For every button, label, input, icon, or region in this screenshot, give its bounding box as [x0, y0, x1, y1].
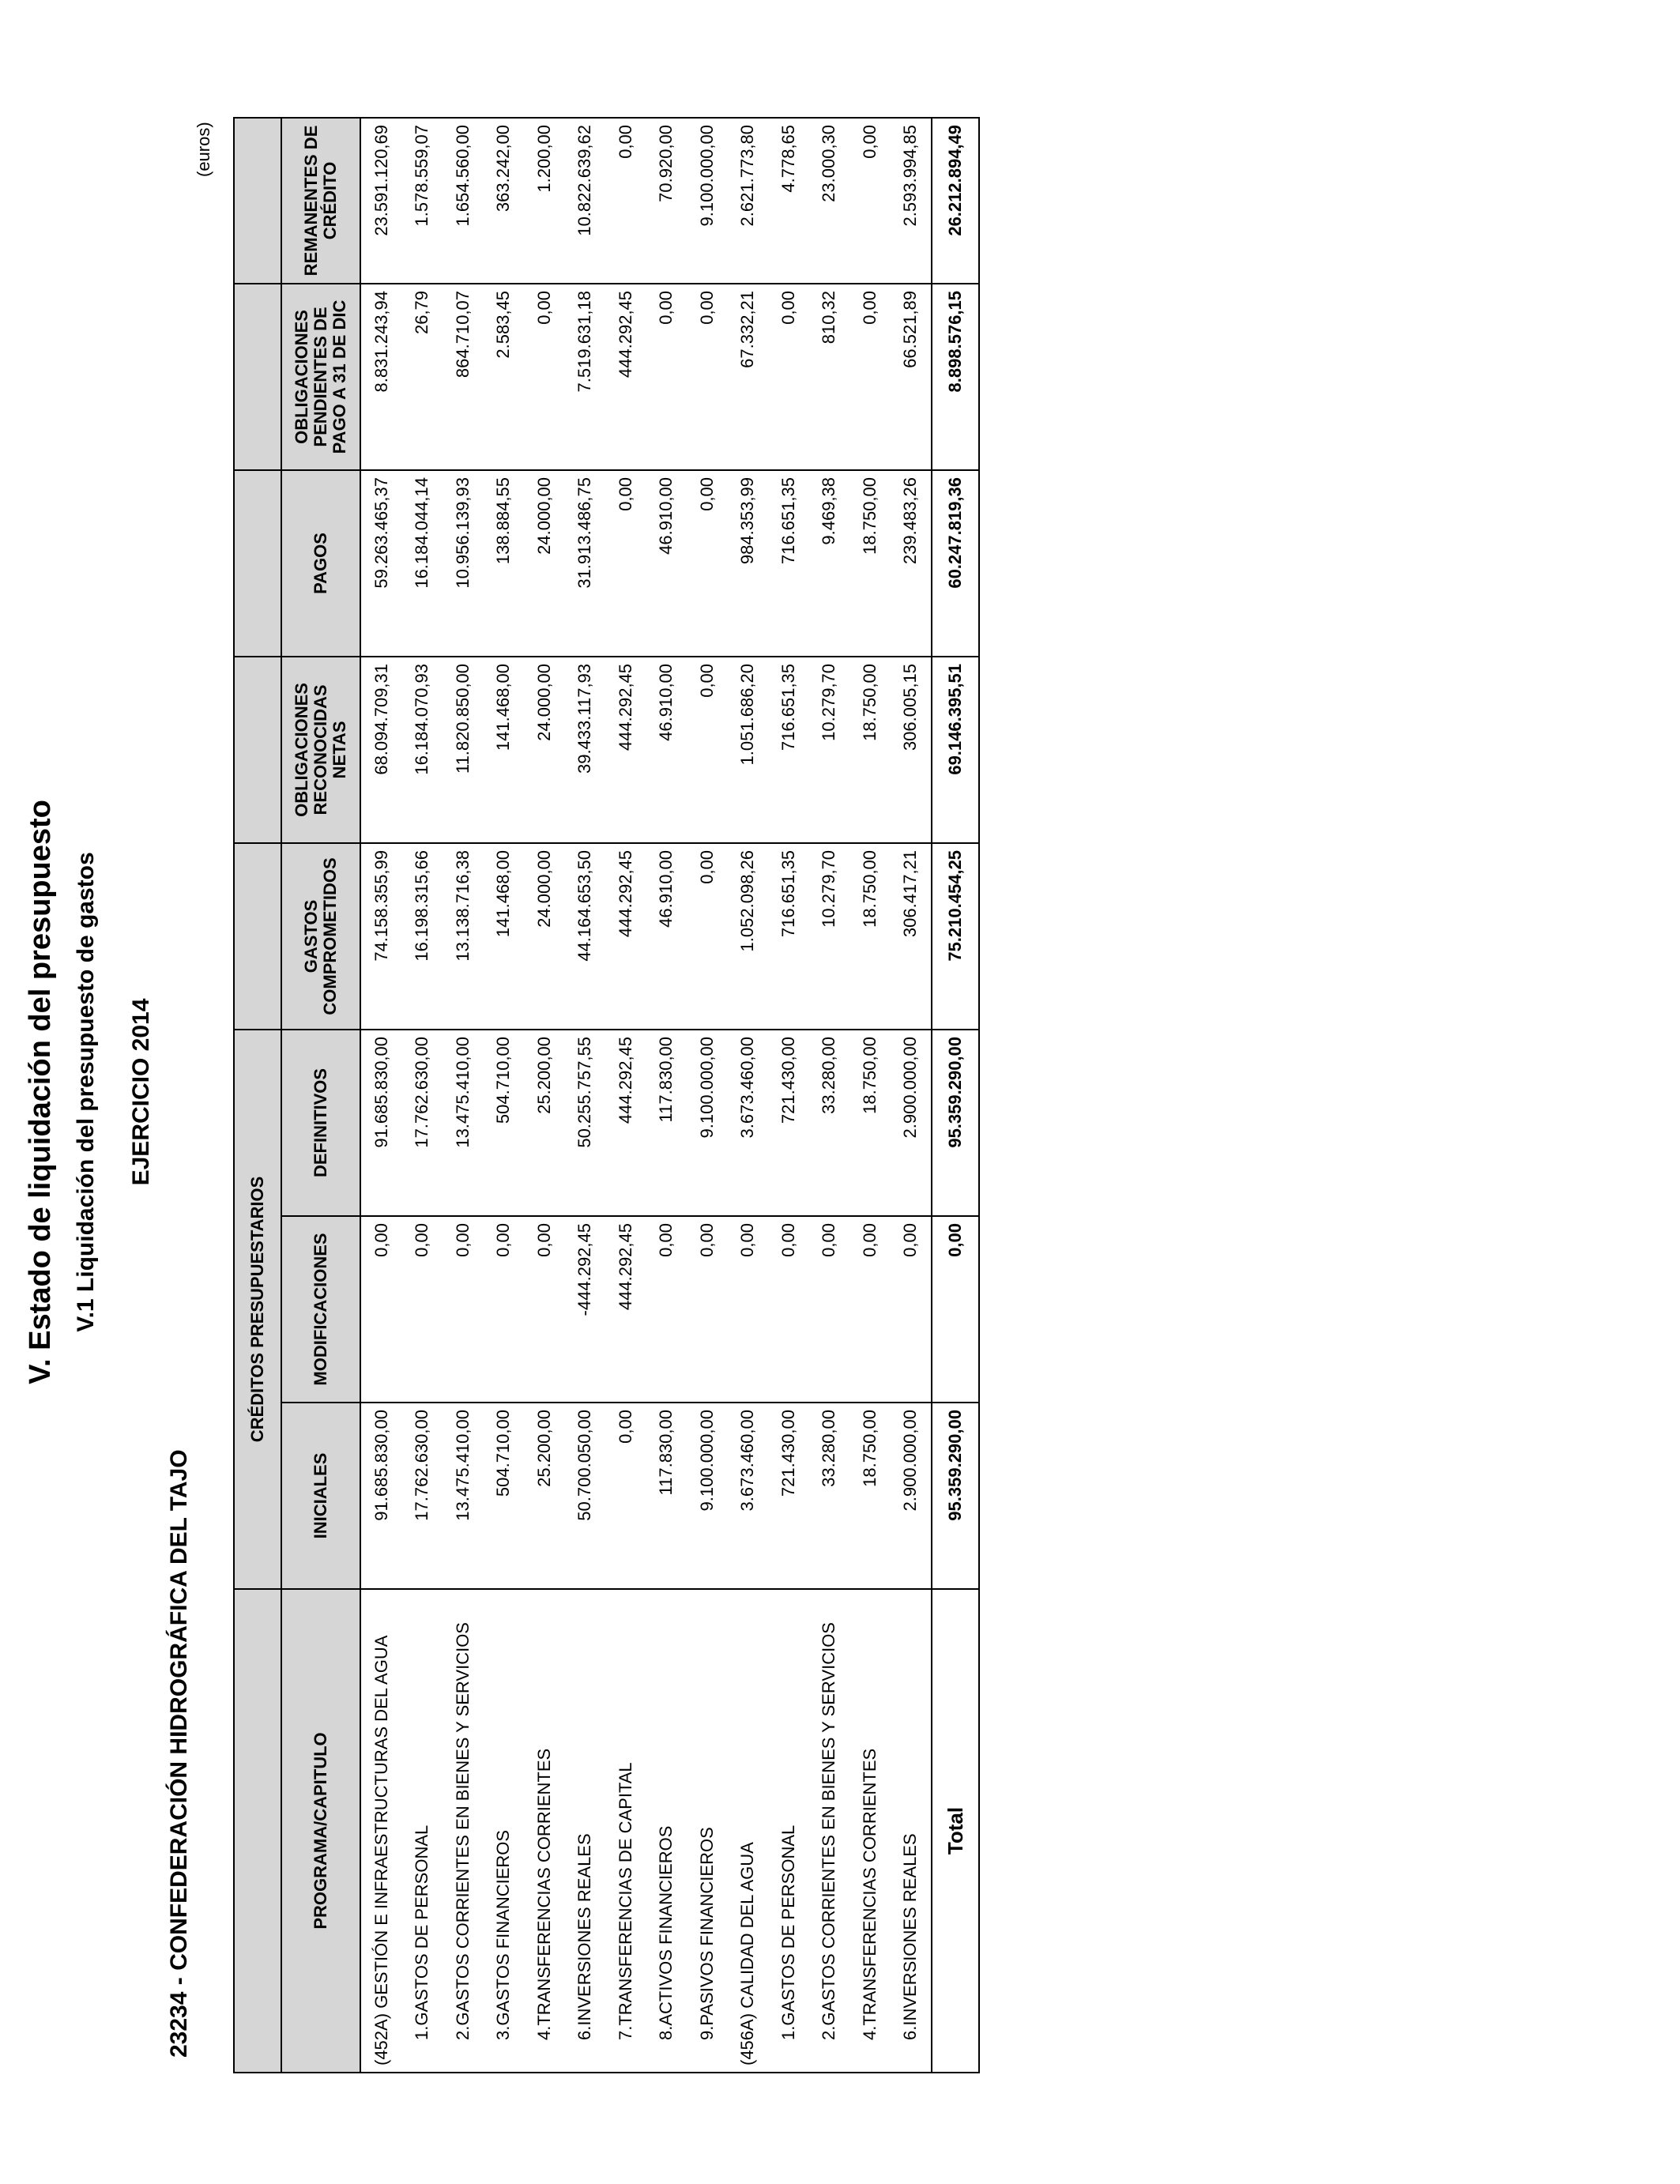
cell-value: 26,79: [402, 284, 443, 470]
table-row: [768, 118, 809, 2073]
cell-value: 18.750,00: [849, 470, 891, 657]
cell-value: 716.651,35: [768, 470, 809, 657]
cell-value: 444.292,45: [605, 1030, 646, 1216]
cell-value: 68.094.709,31: [360, 657, 402, 843]
cell-value: 0,00: [687, 1216, 728, 1403]
cell-value: 39.433.117,93: [565, 657, 606, 843]
cell-value: 23.591.120,69: [360, 118, 402, 284]
cell-value: 11.820.850,00: [443, 657, 484, 843]
cell-value: 0,00: [443, 1216, 484, 1403]
cell-value: 9.469,38: [809, 470, 850, 657]
column-header: PAGOS: [281, 470, 360, 657]
cell-value: 18.750,00: [849, 1030, 891, 1216]
total-value: 95.359.290,00: [932, 1030, 979, 1216]
row-label: 9.PASIVOS FINANCIEROS: [687, 1589, 728, 2073]
cell-value: 0,00: [687, 470, 728, 657]
cell-value: 0,00: [605, 1403, 646, 1589]
cell-value: 138.884,55: [484, 470, 525, 657]
table-row: [646, 118, 687, 2073]
cell-value: 8.831.243,94: [360, 284, 402, 470]
cell-value: 24.000,00: [524, 470, 565, 657]
cell-value: 0,00: [524, 1216, 565, 1403]
total-value: 95.359.290,00: [932, 1403, 979, 1589]
cell-value: 9.100.000,00: [687, 1030, 728, 1216]
column-header: PROGRAMA/CAPITULO: [281, 1589, 360, 2073]
cell-value: 0,00: [809, 1216, 850, 1403]
cell-value: 141.468,00: [484, 843, 525, 1030]
cell-value: 16.198.315,66: [402, 843, 443, 1030]
cell-value: 444.292,45: [605, 843, 646, 1030]
table-row: [849, 118, 891, 2073]
column-header: DEFINITIVOS: [281, 1030, 360, 1216]
cell-value: 1.654.560,00: [443, 118, 484, 284]
cell-value: 0,00: [402, 1216, 443, 1403]
column-header: OBLIGACIONES RECONOCIDAS NETAS: [281, 657, 360, 843]
table-row: [891, 118, 932, 2073]
cell-value: 864.710,07: [443, 284, 484, 470]
cell-value: 13.138.716,38: [443, 843, 484, 1030]
cell-value: 3.673.460,00: [728, 1403, 769, 1589]
cell-value: 66.521,89: [891, 284, 932, 470]
total-row: [932, 118, 979, 2073]
cell-value: 0,00: [646, 1216, 687, 1403]
cell-value: 24.000,00: [524, 843, 565, 1030]
cell-value: 0,00: [687, 284, 728, 470]
table-row: [524, 118, 565, 2073]
total-value: 26.212.894,49: [932, 118, 979, 284]
cell-value: 16.184.070,93: [402, 657, 443, 843]
cell-value: 18.750,00: [849, 1403, 891, 1589]
cell-value: 504.710,00: [484, 1030, 525, 1216]
cell-value: 2.593.994,85: [891, 118, 932, 284]
header-empty: [234, 1589, 281, 2073]
cell-value: 59.263.465,37: [360, 470, 402, 657]
cell-value: 46.910,00: [646, 843, 687, 1030]
cell-value: 46.910,00: [646, 657, 687, 843]
total-value: 0,00: [932, 1216, 979, 1403]
row-label: (456A) CALIDAD DEL AGUA: [728, 1589, 769, 2073]
table-row: [484, 118, 525, 2073]
column-header: GASTOS COMPROMETIDOS: [281, 843, 360, 1030]
cell-value: 33.280,00: [809, 1403, 850, 1589]
cell-value: 0,00: [687, 657, 728, 843]
cell-value: 0,00: [768, 1216, 809, 1403]
cell-value: 1.051.686,20: [728, 657, 769, 843]
row-label: 3.GASTOS FINANCIEROS: [484, 1589, 525, 2073]
table-row: [605, 118, 646, 2073]
cell-value: 0,00: [687, 843, 728, 1030]
cell-value: 721.430,00: [768, 1403, 809, 1589]
cell-value: 117.830,00: [646, 1403, 687, 1589]
cell-value: 1.578.559,07: [402, 118, 443, 284]
cell-value: 44.164.653,50: [565, 843, 606, 1030]
cell-value: 18.750,00: [849, 843, 891, 1030]
cell-value: 4.778,65: [768, 118, 809, 284]
column-header: REMANENTES DE CRÉDITO: [281, 118, 360, 284]
cell-value: 444.292,45: [605, 1216, 646, 1403]
row-label: 8.ACTIVOS FINANCIEROS: [646, 1589, 687, 2073]
cell-value: 2.621.773,80: [728, 118, 769, 284]
cell-value: 363.242,00: [484, 118, 525, 284]
cell-value: 74.158.355,99: [360, 843, 402, 1030]
cell-value: 1.200,00: [524, 118, 565, 284]
cell-value: 721.430,00: [768, 1030, 809, 1216]
cell-value: 13.475.410,00: [443, 1030, 484, 1216]
table-row: [565, 118, 606, 2073]
cell-value: 3.673.460,00: [728, 1030, 769, 1216]
row-label: 2.GASTOS CORRIENTES EN BIENES Y SERVICIOS: [809, 1589, 850, 2073]
cell-value: 306.417,21: [891, 843, 932, 1030]
row-label: 1.GASTOS DE PERSONAL: [402, 1589, 443, 2073]
cell-value: 0,00: [891, 1216, 932, 1403]
row-label: 6.INVERSIONES REALES: [891, 1589, 932, 2073]
total-value: 8.898.576,15: [932, 284, 979, 470]
cell-value: 2.900.000,00: [891, 1030, 932, 1216]
total-label: Total: [932, 1589, 979, 2073]
row-label: 1.GASTOS DE PERSONAL: [768, 1589, 809, 2073]
cell-value: 10.822.639,62: [565, 118, 606, 284]
cell-value: 23.000,30: [809, 118, 850, 284]
cell-value: 0,00: [849, 118, 891, 284]
cell-value: 10.279,70: [809, 657, 850, 843]
cell-value: 17.762.630,00: [402, 1030, 443, 1216]
cell-value: 0,00: [768, 284, 809, 470]
cell-value: 117.830,00: [646, 1030, 687, 1216]
cell-value: 306.005,15: [891, 657, 932, 843]
cell-value: 9.100.000,00: [687, 1403, 728, 1589]
document-subtitle: V.1 Liquidación del presupuesto de gastos: [73, 852, 99, 1332]
table-row: [402, 118, 443, 2073]
table-row: [728, 118, 769, 2073]
cell-value: 24.000,00: [524, 657, 565, 843]
cell-value: 444.292,45: [605, 284, 646, 470]
cell-value: 0,00: [605, 470, 646, 657]
cell-value: 9.100.000,00: [687, 118, 728, 284]
header-empty: [234, 843, 281, 1030]
cell-value: 984.353,99: [728, 470, 769, 657]
cell-value: 2.900.000,00: [891, 1403, 932, 1589]
header-empty: [234, 118, 281, 284]
organization-name: 23234 - CONFEDERACIÓN HIDROGRÁFICA DEL TAJO: [166, 1449, 192, 2058]
row-label: 2.GASTOS CORRIENTES EN BIENES Y SERVICIOS: [443, 1589, 484, 2073]
total-value: 69.146.395,51: [932, 657, 979, 843]
cell-value: 0,00: [849, 1216, 891, 1403]
row-label: 6.INVERSIONES REALES: [565, 1589, 606, 2073]
cell-value: 10.279,70: [809, 843, 850, 1030]
cell-value: 91.685.830,00: [360, 1030, 402, 1216]
total-value: 60.247.819,36: [932, 470, 979, 657]
header-empty: [234, 284, 281, 470]
cell-value: 33.280,00: [809, 1030, 850, 1216]
table-row: [443, 118, 484, 2073]
cell-value: 239.483,26: [891, 470, 932, 657]
cell-value: 0,00: [360, 1216, 402, 1403]
cell-value: 46.910,00: [646, 470, 687, 657]
cell-value: 91.685.830,00: [360, 1403, 402, 1589]
cell-value: 10.956.139,93: [443, 470, 484, 657]
budget-table: [233, 117, 980, 2073]
header-empty: [234, 470, 281, 657]
cell-value: 0,00: [524, 284, 565, 470]
cell-value: 16.184.044,14: [402, 470, 443, 657]
cell-value: 25.200,00: [524, 1030, 565, 1216]
cell-value: 504.710,00: [484, 1403, 525, 1589]
table-row: [809, 118, 850, 2073]
column-header: INICIALES: [281, 1403, 360, 1589]
cell-value: 50.255.757,55: [565, 1030, 606, 1216]
table-row: [687, 118, 728, 2073]
cell-value: 7.519.631,18: [565, 284, 606, 470]
cell-value: 0,00: [849, 284, 891, 470]
cell-value: 13.475.410,00: [443, 1403, 484, 1589]
cell-value: -444.292,45: [565, 1216, 606, 1403]
row-label: 4.TRANSFERENCIAS CORRIENTES: [849, 1589, 891, 2073]
column-header: OBLIGACIONES PENDIENTES DE PAGO A 31 DE DIC: [281, 284, 360, 470]
cell-value: 1.052.098,26: [728, 843, 769, 1030]
cell-value: 18.750,00: [849, 657, 891, 843]
row-label: (452A) GESTIÓN E INFRAESTRUCTURAS DEL AGUA: [360, 1589, 402, 2073]
cell-value: 2.583,45: [484, 284, 525, 470]
cell-value: 141.468,00: [484, 657, 525, 843]
total-value: 75.210.454,25: [932, 843, 979, 1030]
document-title: V. Estado de liquidación del presupuesto: [24, 800, 57, 1384]
cell-value: 17.762.630,00: [402, 1403, 443, 1589]
column-header: MODIFICACIONES: [281, 1216, 360, 1403]
cell-value: 67.332,21: [728, 284, 769, 470]
cell-value: 31.913.486,75: [565, 470, 606, 657]
cell-value: 0,00: [605, 118, 646, 284]
cell-value: 0,00: [484, 1216, 525, 1403]
cell-value: 716.651,35: [768, 843, 809, 1030]
cell-value: 444.292,45: [605, 657, 646, 843]
fiscal-year: EJERCICIO 2014: [128, 998, 154, 1186]
cell-value: 50.700.050,00: [565, 1403, 606, 1589]
group-header-creditos: CRÉDITOS PRESUPUESTARIOS: [234, 1030, 281, 1589]
cell-value: 0,00: [728, 1216, 769, 1403]
row-label: 7.TRANSFERENCIAS DE CAPITAL: [605, 1589, 646, 2073]
table-row: [360, 118, 402, 2073]
cell-value: 25.200,00: [524, 1403, 565, 1589]
currency-unit: (euros): [194, 122, 213, 177]
header-empty: [234, 657, 281, 843]
cell-value: 70.920,00: [646, 118, 687, 284]
row-label: 4.TRANSFERENCIAS CORRIENTES: [524, 1589, 565, 2073]
cell-value: 810,32: [809, 284, 850, 470]
cell-value: 716.651,35: [768, 657, 809, 843]
cell-value: 0,00: [646, 284, 687, 470]
